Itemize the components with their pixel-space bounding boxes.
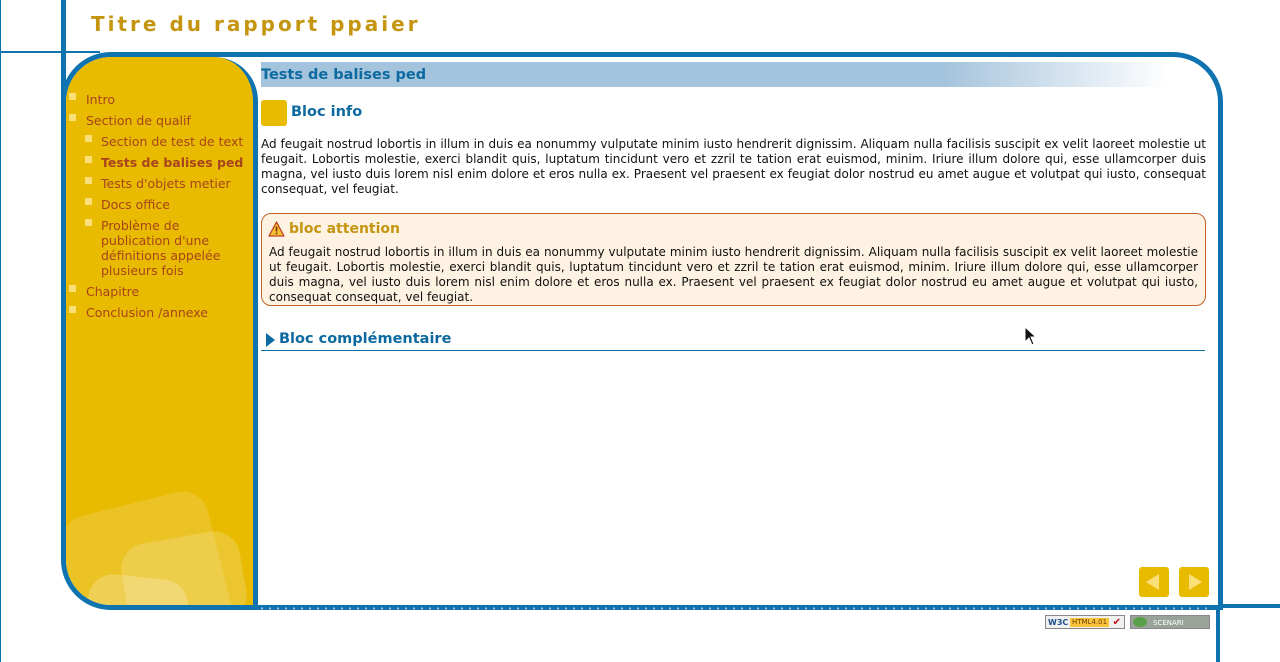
info-block-title: Bloc info [291,104,363,120]
page-header [261,62,1206,87]
nav-bullet-icon [69,114,76,121]
scenari-logo-icon [1133,617,1147,627]
nav-bullet-icon [85,177,92,184]
footer-dotted-line [258,607,1213,610]
warning-block-title: bloc attention [289,221,400,237]
warning-block [261,213,1206,306]
info-block-text: Ad feugait nostrud lobortis in illum in duis ea nonummy vulputate minim iusto hendrerit dignissim. Aliquam nulla facilisis suscipit ex velit laoreet molestie ut feugait. Lobortis molestie, exerci blandit quis, luptatum tincidunt vero et zzril te tation erat euismod, minim. Iriure illum dolore qui, esse ullamcorper duis magna, vel iusto duis lorem nisl enim dolore et eros nulla ex. Praesent vel praesent ex feugiat dolor nostrud eu amet augue et volutpat qui iusto, consequat consequat, vel feugiat. [261,137,1206,196]
nav-bullet-icon [85,198,92,205]
previous-page-button[interactable] [1139,567,1169,597]
sidebar [66,57,258,605]
nav-item-probleme-de-publication[interactable] [66,215,253,281]
nav-bullet-icon [69,93,76,100]
arrow-right-icon [1189,574,1202,590]
w3c-logo: W3C [1048,618,1069,627]
nav-item-label: Tests d'objets metier [101,176,231,191]
site-title: Titre du rapport ppaier [91,12,421,36]
complement-block-title: Bloc complémentaire [279,331,452,347]
warning-triangle-icon [268,221,285,237]
nav-item-label: Conclusion /annexe [86,305,208,320]
frame-line-top-left [0,51,100,53]
checkmark-icon: ✔ [1112,617,1121,628]
nav-bullet-icon [69,285,76,292]
nav-item-conclusion-annexe[interactable] [66,302,253,323]
mouse-cursor-icon [1024,326,1038,346]
nav-bullet-icon [85,219,92,226]
w3c-html-badge[interactable] [1045,615,1125,629]
main-frame [61,52,1223,610]
nav-item-chapitre[interactable] [66,281,253,302]
main-content [261,57,1206,605]
nav-item-label: Tests de balises ped [101,155,244,170]
nav-item-section-de-test-de-text[interactable] [66,131,253,152]
nav-item-label: Intro [86,92,116,107]
nav-item-tests-d-objets-metier[interactable] [66,173,253,194]
sidebar-nav [66,89,253,323]
triangle-right-icon [266,333,275,347]
nav-item-tests-de-balises-ped[interactable] [66,152,253,173]
info-square-icon [261,100,287,126]
nav-item-label: Problème de publication d'une définitions appelée plusieurs fois [101,218,221,278]
nav-item-label: Section de qualif [86,113,191,128]
next-page-button[interactable] [1179,567,1209,597]
scenari-badge-label: SCENARI [1153,619,1184,627]
frame-line-left [0,0,1,662]
complement-block-toggle[interactable] [261,330,1205,351]
warning-block-text: Ad feugait nostrud lobortis in illum in duis ea nonummy vulputate minim iusto hendrerit dignissim. Aliquam nulla facilisis suscipit ex velit laoreet molestie ut feugait. Lobortis molestie, exerci blandit quis, luptatum tincidunt vero et zzril te tation erat euismod, minim. Iriure illum dolore qui, esse ullamcorper duis magna, vel iusto duis lorem nisl enim dolore et eros nulla ex. Praesent vel praesent ex feugiat dolor nostrud eu amet augue et volutpat qui iusto, consequat consequat, vel feugiat. [269,245,1198,304]
w3c-badge-label: HTML4.01 [1072,618,1108,626]
nav-item-label: Chapitre [86,284,140,299]
nav-item-intro[interactable] [66,89,253,110]
arrow-left-icon [1146,574,1159,590]
nav-bullet-icon [69,306,76,313]
nav-item-label: Docs office [101,197,170,212]
nav-item-section-de-qualif[interactable] [66,110,253,131]
nav-item-label: Section de test de text [101,134,244,149]
nav-item-docs-office[interactable] [66,194,253,215]
scenari-badge[interactable] [1130,615,1210,629]
page-title: Tests de balises ped [261,67,427,83]
nav-bullet-icon [85,135,92,142]
nav-bullet-icon [85,156,92,163]
